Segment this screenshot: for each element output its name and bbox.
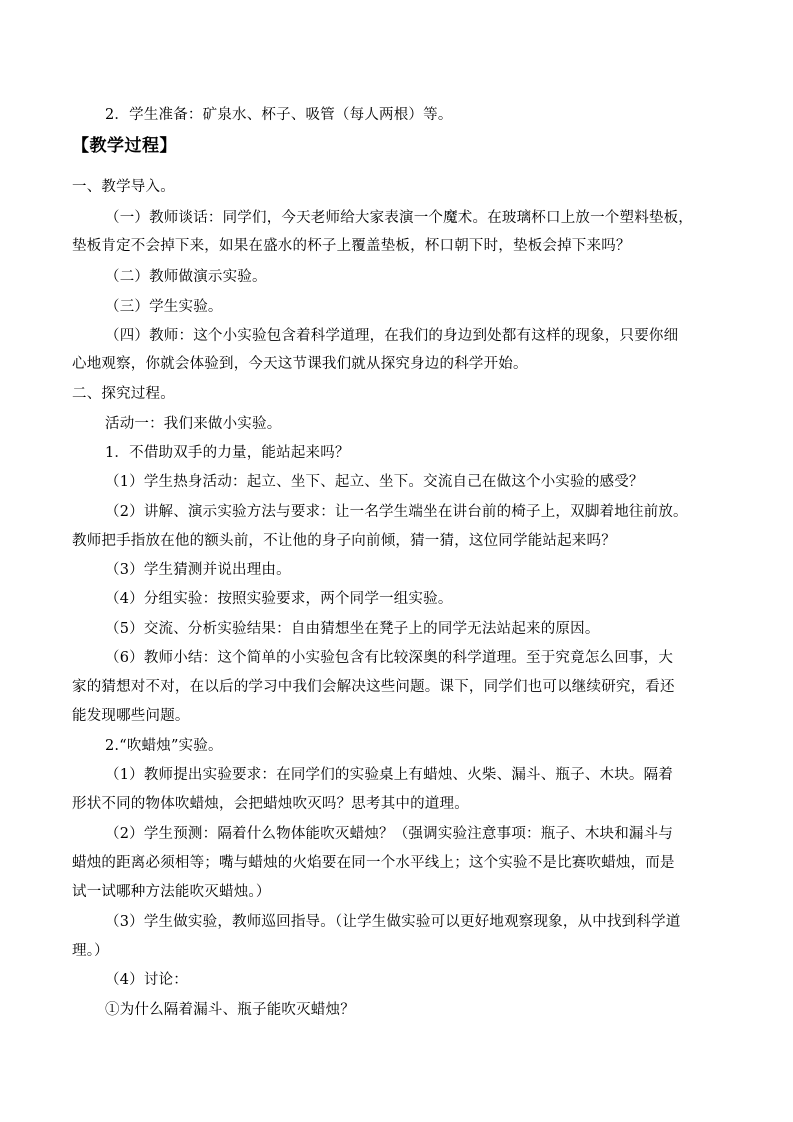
text-line: （2）讲解、演示实验方法与要求：让一名学生端坐在讲台前的椅子上，双脚着地往前放。	[105, 504, 688, 520]
text-line: （1）学生热身活动：起立、坐下、起立、坐下。交流自己在做这个小实验的感受？	[105, 474, 644, 490]
text-line: （4）分组实验：按照实验要求，两个同学一组实验。	[105, 591, 453, 607]
text-line: （6）教师小结：这个简单的小实验包含有比较深奥的科学道理。至于究竟怎么回事，大	[105, 650, 674, 666]
text-line: 垫板肯定不会掉下来，如果在盛水的杯子上覆盖垫板，杯口朝下时，垫板会掉下来吗？	[72, 238, 631, 254]
text-line: （一）教师谈话：同学们，今天老师给大家表演一个魔术。在玻璃杯口上放一个塑料垫板，	[105, 210, 693, 226]
text-line: 理。）	[72, 943, 109, 959]
text-line: 2.“吹蜡烛”实验。	[105, 738, 223, 754]
text-line: （四）教师：这个小实验包含着科学道理，在我们的身边到处都有这样的现象，只要你细	[105, 328, 679, 344]
text-line: 二、探究过程。	[72, 386, 175, 402]
text-line: 蜡烛的距离必须相等；嘴与蜡烛的火焰要在同一个水平线上；这个实验不是比赛吹蜡烛，而是	[72, 855, 675, 871]
text-line: ①为什么隔着漏斗、瓶子能吹灭蜡烛？	[105, 1002, 355, 1018]
text-line: 形状不同的物体吹蜡烛，会把蜡烛吹灭吗？思考其中的道理。	[72, 796, 469, 812]
text-line: 1．不借助双手的力量，能站起来吗？	[105, 445, 350, 461]
text-line: （二）教师做演示实验。	[105, 269, 267, 285]
text-line: （1）教师提出实验要求：在同学们的实验桌上有蜡烛、火柴、漏斗、瓶子、木块。隔着	[105, 767, 674, 783]
text-line: 教师把手指放在他的额头前，不让他的身子向前倾，猜一猜，这位同学能站起来吗？	[72, 533, 616, 549]
text-line: （3）学生猜测并说出理由。	[105, 562, 291, 578]
text-line: （2）学生预测：隔着什么物体能吹灭蜡烛？（强调实验注意事项：瓶子、木块和漏斗与	[105, 826, 674, 842]
text-line: （4）讨论：	[105, 972, 188, 988]
text-line: （3）学生做实验，教师巡回指导。（让学生做实验可以更好地观察现象，从中找到科学道	[105, 914, 681, 930]
text-line: 家的猜想对不对，在以后的学习中我们会解决这些问题。课下，同学们也可以继续研究，看还	[72, 679, 675, 695]
section-heading: 【教学过程】	[72, 136, 177, 156]
text-line: 心地观察，你就会体验到，今天这节课我们就从探究身边的科学开始。	[72, 356, 528, 372]
text-line: 试一试哪种方法能吹灭蜡烛。）	[72, 884, 271, 900]
text-line: 活动一：我们来做小实验。	[105, 416, 282, 432]
text-line: 一、教学导入。	[72, 179, 175, 195]
text-line: （5）交流、分析实验结果：自由猜想坐在凳子上的同学无法站起来的原因。	[105, 621, 600, 637]
text-line: （三）学生实验。	[105, 299, 223, 315]
text-line: 能发现哪些问题。	[72, 708, 190, 724]
text-line: 2．学生准备：矿泉水、杯子、吸管（每人两根）等。	[105, 107, 453, 123]
